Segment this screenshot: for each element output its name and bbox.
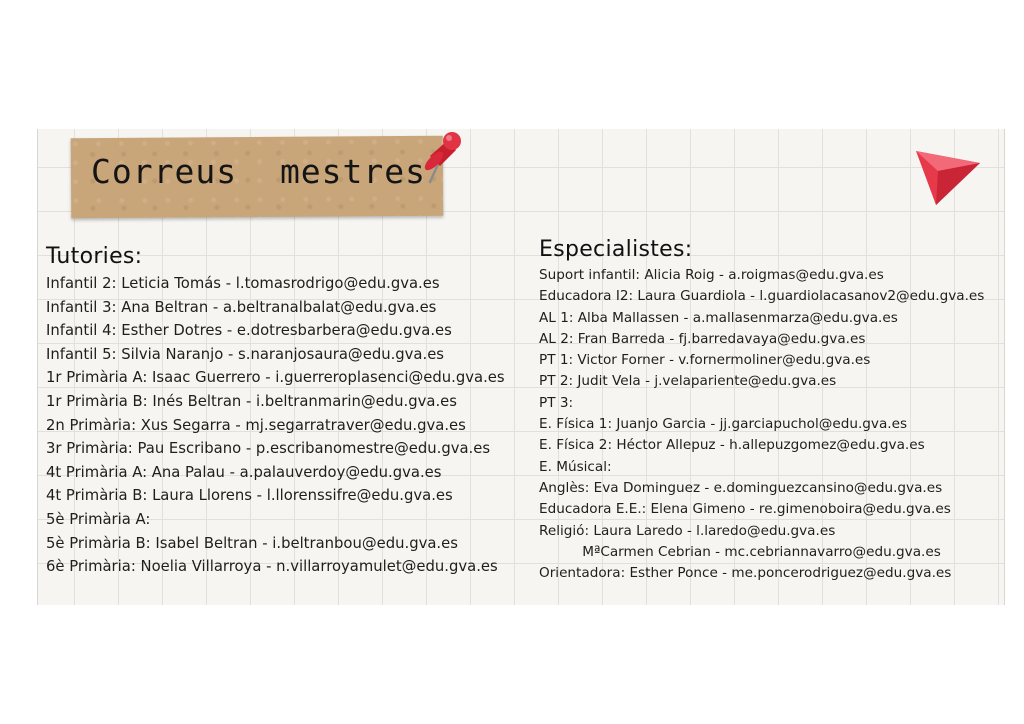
tutor-contact-line: 6è Primària: Noelia Villarroya - n.villarroyamulet@edu.gva.es [46, 558, 498, 576]
tutories-list [46, 272, 505, 579]
tutor-contact-line: 1r Primària B: Inés Beltran - i.beltranmarin@edu.gva.es [46, 392, 457, 410]
specialist-contact-line: E. Física 2: Héctor Allepuz - h.allepuzgomez@edu.gva.es [539, 437, 925, 454]
specialist-contact-line: PT 3: [539, 394, 574, 411]
tutor-contact-line: 4t Primària B: Laura Llorens - l.llorenssifre@edu.gva.es [46, 487, 453, 505]
tutories-heading: Tutories: [46, 244, 143, 269]
tutor-contact-line: 1r Primària A: Isaac Guerrero - i.guerreroplasenci@edu.gva.es [46, 369, 505, 387]
page-title: Correus mestres [91, 152, 427, 191]
tutor-contact-line: Infantil 4: Esther Dotres - e.dotresbarbera@edu.gva.es [46, 322, 452, 340]
specialist-contact-line: Orientadora: Esther Ponce - me.poncerodriguez@edu.gva.es [539, 565, 952, 582]
tutor-contact-line: 5è Primària A: [46, 510, 151, 528]
especialistes-section [539, 237, 984, 584]
specialist-contact-line: AL 2: Fran Barreda - fj.barredavaya@edu.gva.es [539, 330, 866, 347]
specialist-contact-line: Suport infantil: Alicia Roig - a.roigmas@edu.gva.es [539, 267, 884, 283]
specialist-contact-line: MªCarmen Cebrian - mc.cebriannavarro@edu.gva.es [539, 543, 941, 560]
push-pin-icon [418, 126, 464, 190]
specialist-contact-line: Religió: Laura Laredo - l.laredo@edu.gva.es [539, 522, 836, 539]
tutor-contact-line: 2n Primària: Xus Segarra - mj.segarratraver@edu.gva.es [46, 416, 466, 434]
tutor-contact-line: Infantil 5: Silvia Naranjo - s.naranjosaura@edu.gva.es [46, 345, 445, 363]
tutor-contact-line: Infantil 2: Leticia Tomás - l.tomasrodrigo@edu.gva.es [46, 275, 440, 292]
paper-plane-icon [914, 145, 984, 211]
tutor-contact-line: 3r Primària: Pau Escribano - p.escribanomestre@edu.gva.es [46, 440, 491, 458]
especialistes-heading: Especialistes: [539, 237, 693, 262]
specialist-contact-line: Educadora E.E.: Elena Gimeno - re.gimenoboira@edu.gva.es [539, 501, 951, 518]
specialist-contact-line: E. Músical: [539, 458, 612, 475]
tutor-contact-line: Infantil 3: Ana Beltran - a.beltranalbalat@edu.gva.es [46, 298, 437, 316]
specialist-contact-line: PT 2: Judit Vela - j.velapariente@edu.gva.es [539, 373, 837, 390]
specialist-contact-line: Educadora I2: Laura Guardiola - l.guardiolacasanov2@edu.gva.es [539, 288, 985, 305]
specialist-contact-line: PT 1: Victor Forner - v.fornermoliner@edu.gva.es [539, 352, 871, 369]
especialistes-list [539, 265, 984, 584]
tutories-section [46, 244, 505, 579]
tutor-contact-line: 4t Primària A: Ana Palau - a.palauverdoy@edu.gva.es [46, 463, 442, 481]
specialist-contact-line: E. Física 1: Juanjo Garcia - jj.garciapuchol@edu.gva.es [539, 416, 908, 433]
specialist-contact-line: Anglès: Eva Dominguez - e.dominguezcansino@edu.gva.es [539, 479, 943, 496]
tutor-contact-line: 5è Primària B: Isabel Beltran - i.beltranbou@edu.gva.es [46, 534, 458, 552]
specialist-contact-line: AL 1: Alba Mallassen - a.mallasenmarza@edu.gva.es [539, 309, 898, 326]
